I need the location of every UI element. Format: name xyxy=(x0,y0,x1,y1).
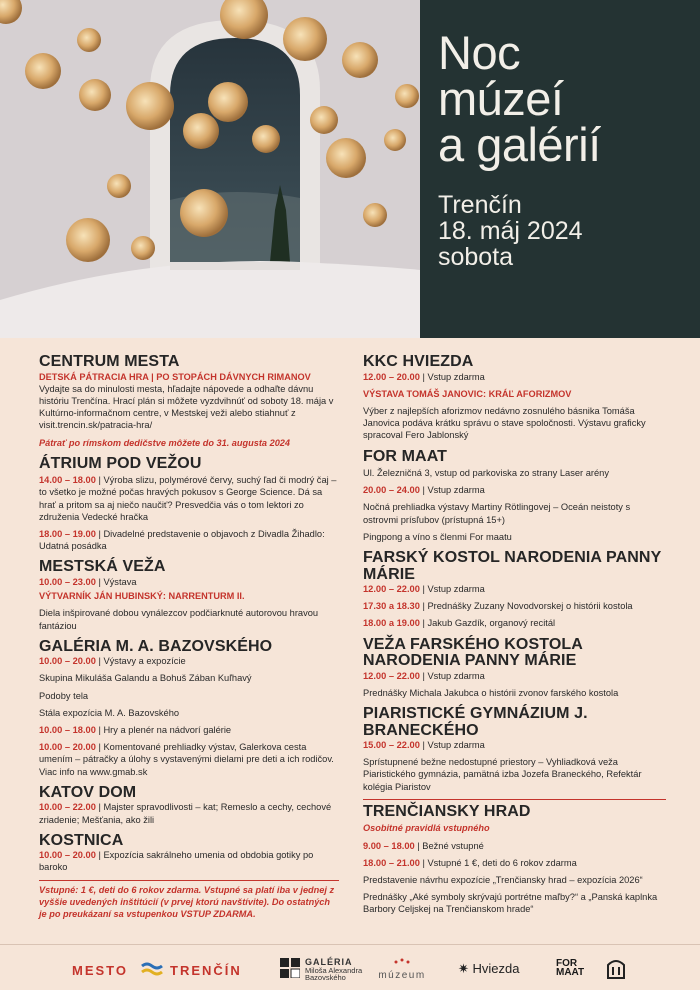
galeria-logo-text xyxy=(305,959,362,982)
item-text: | Vstup zdarma xyxy=(419,584,485,595)
program-text: Skupina Mikuláša Galandu a Bohuš Zában Kuľhavý xyxy=(39,673,252,684)
galeria-name: GALÉRIA xyxy=(305,957,353,967)
venue-heading: FARSKÝ KOSTOL NARODENIA PANNY MÁRIE xyxy=(363,549,662,583)
time-label: 10.00 – 20.00 xyxy=(39,656,96,667)
time-label: 10.00 – 20.00 xyxy=(39,742,96,753)
program-text: Predstavenie návrhu expozície „Trenčiansky hrad – expozícia 2026“ xyxy=(363,874,643,885)
program-subtitle: VÝSTAVA TOMÁŠ JANOVIC: KRÁĽ AFORIZMOV xyxy=(363,388,572,399)
galeria-logo-icon xyxy=(280,958,300,983)
program-text: Výber z najlepších aforizmov nedávno zosnulého básnika Tomáša Janovica podáva krátku správu o stave spoločnosti. Výstavu graficky spracoval Fero Jablonský xyxy=(363,405,646,441)
time-label: 20.00 – 24.00 xyxy=(363,485,420,496)
item-text: | Vstup zdarma xyxy=(419,670,485,681)
venue-heading: TRENČIANSKY HRAD xyxy=(363,802,531,820)
program-item xyxy=(363,857,666,869)
mesto-logo-text: MESTO xyxy=(72,963,128,978)
event-place-date xyxy=(438,192,700,270)
program-item xyxy=(39,655,339,667)
item-text: | Divadelné predstavenie o objavoch z Divadla Žihadlo: Udatná posádka xyxy=(39,529,325,552)
venue-heading: KATOV DOM xyxy=(39,783,137,801)
trencin-emblem-icon xyxy=(141,961,163,982)
divider xyxy=(363,799,666,800)
title-line: múzeí xyxy=(438,72,564,125)
item-text: | Vstup zdarma xyxy=(419,740,485,751)
divider xyxy=(39,880,339,881)
program-note: Pátrať po rímskom dedičstve môžete do 31. augusta 2024 xyxy=(39,437,291,448)
hero-image xyxy=(0,0,420,338)
program-item xyxy=(363,371,666,383)
time-label: 12.00 – 20.00 xyxy=(363,371,420,382)
venue-heading: GALÉRIA M. A. BAZOVSKÉHO xyxy=(39,637,273,655)
program-subtitle: DETSKÁ PÁTRACIA HRA | PO STOPÁCH DÁVNYCH RIMANOV xyxy=(39,371,311,382)
title-line: a galérií xyxy=(438,118,601,171)
program-text: Stála expozícia M. A. Bazovského xyxy=(39,707,180,718)
item-text: | Majster spravodlivosti – kat; Remeslo a cechy, cechové zriadenie; Mešťania, ako žili xyxy=(39,802,332,825)
galeria-line: Bazovského xyxy=(305,973,346,982)
program-item xyxy=(39,741,339,778)
time-label: 17.30 a 18.30 xyxy=(363,601,420,612)
time-label: 10.00 – 18.00 xyxy=(39,725,96,736)
item-text: | Komentované prehliadky výstav, Galerkova cesta umením – pátračky a úlohy s vystavenými dielami pre deti a ich rodičov. Viac info na www.gmab.sk xyxy=(39,742,334,777)
hero-title-panel xyxy=(420,0,700,338)
time-label: 10.00 – 22.00 xyxy=(39,802,96,813)
program-item xyxy=(39,474,339,523)
time-label: 12.00 – 22.00 xyxy=(363,670,420,681)
program-text: Prednášky Michala Jakubca o histórii zvonov farského kostola xyxy=(363,687,619,698)
program-item xyxy=(363,617,666,629)
muzeum-logo xyxy=(372,957,432,981)
time-label: 15.00 – 22.00 xyxy=(363,740,420,751)
program-item xyxy=(39,724,339,736)
venue-heading: KKC HVIEZDA xyxy=(363,353,474,370)
venue-heading: VEŽA FARSKÉHO KOSTOLA NARODENIA PANNY MÁRIE xyxy=(363,635,583,670)
program-item xyxy=(363,840,666,852)
formaat-line: MAAT xyxy=(556,967,585,978)
trencin-logo-text: TRENČÍN xyxy=(170,963,242,978)
program-item xyxy=(39,576,339,588)
program-text: Prednášky „Aké symboly skrývajú portrétne maľby?“ a „Panská kaplnka Barbory Celjskej na Trenčianskom hrade“ xyxy=(363,892,658,915)
title-line: Noc xyxy=(438,26,521,79)
time-label: 10.00 – 23.00 xyxy=(39,576,96,587)
item-text: | Vstup zdarma xyxy=(419,371,485,382)
time-label: 12.00 – 22.00 xyxy=(363,584,420,595)
program-right-column xyxy=(363,352,666,916)
formaat-line: FOR xyxy=(556,958,578,969)
muzeum-dots-icon xyxy=(392,957,412,967)
hviezda-text: Hviezda xyxy=(472,961,520,976)
time-label: 9.00 – 18.00 xyxy=(363,840,415,851)
item-text: | Hry a plenér na nádvorí galérie xyxy=(95,725,232,736)
item-text: | Bežné vstupné xyxy=(414,840,484,851)
program-text: Pingpong a víno s členmi For maatu xyxy=(363,531,512,542)
program-item xyxy=(39,528,339,552)
entry-note: Vstupné: 1 €, deti do 6 rokov zdarma. Vstupné sa platí iba v jednej z vyššie uvedených inštitúcií (v prvej ktorú navštívite). Do ostatných je po preukázaní sa vstupenkou VSTUP ZDARMA. xyxy=(39,884,335,920)
program-item xyxy=(363,600,666,612)
program-item xyxy=(39,849,339,873)
galeria-line: Miloša Alexandra xyxy=(305,965,363,975)
event-date: 18. máj 2024 xyxy=(438,217,583,245)
program-item xyxy=(363,484,666,496)
item-text: | Vstup zdarma xyxy=(419,485,485,496)
program-text: Sprístupnené bežne nedostupné priestory – Vyhliadková veža Piaristického gymnázia, pamätná izba Jozefa Braneckého, Refektár kolégia Piaristov xyxy=(363,757,642,792)
time-label: 14.00 – 18.00 xyxy=(39,475,96,486)
program-left-column xyxy=(39,352,339,920)
program-item xyxy=(363,583,666,595)
venue-heading: KOSTNICA xyxy=(39,831,124,849)
star-icon: ✷ xyxy=(458,961,469,976)
program-item xyxy=(39,801,339,825)
item-text: | Vstupné 1 €, deti do 6 rokov zdarma xyxy=(419,857,577,868)
program-item xyxy=(363,670,666,682)
event-title xyxy=(438,26,700,171)
item-text: | Jakub Gazdík, organový recitál xyxy=(419,618,556,629)
event-day: sobota xyxy=(438,243,514,271)
program-text: Podoby tela xyxy=(39,690,89,701)
time-label: 18.00 a 19.00 xyxy=(363,618,420,629)
castle-logo-icon xyxy=(606,957,626,984)
program-subtitle: VÝTVARNÍK JÁN HUBINSKÝ: NARRENTURM II. xyxy=(39,591,245,602)
moons-illustration xyxy=(0,0,420,338)
item-text: | Prednášky Zuzany Novodvorskej o histórii kostola xyxy=(419,601,633,612)
program-text: Diela inšpirované dobou vynálezcov podčiarknuté autorovou hravou fantáziou xyxy=(39,608,319,631)
event-city: Trenčín xyxy=(438,191,522,219)
program-subtitle: Osobitné pravidlá vstupného xyxy=(363,823,490,834)
program-text: Ul. Železničná 3, vstup od parkoviska zo strany Laser arény xyxy=(363,468,609,479)
program-text: Vydajte sa do minulosti mesta, hľadajte nápovede a odhaľte dávnu históriu Trenčína. Hrací plán si môžete vyzdvihnúť od soboty 18. mája v Kultúrno-informačnom centre, v Mestskej veži alebo stiahnuť z visit.trencin.sk/patracia-hra/ xyxy=(39,383,334,431)
formaat-logo xyxy=(556,959,584,977)
venue-heading: ÁTRIUM POD VEŽOU xyxy=(39,454,202,472)
partner-logos xyxy=(0,944,700,990)
time-label: 10.00 – 20.00 xyxy=(39,850,96,861)
time-label: 18.00 – 19.00 xyxy=(39,529,96,540)
venue-heading: PIARISTICKÉ GYMNÁZIUM J. BRANECKÉHO xyxy=(363,705,588,739)
hviezda-logo xyxy=(458,961,520,977)
item-text: | Výstavy a expozície xyxy=(95,656,186,667)
item-text: | Výstava xyxy=(95,576,137,587)
venue-heading: CENTRUM MESTA xyxy=(39,353,180,370)
venue-heading: MESTSKÁ VEŽA xyxy=(39,558,166,576)
item-text: | Expozícia sakrálneho umenia od obdobia gotiky po baroko xyxy=(39,850,314,873)
venue-heading: FOR MAAT xyxy=(363,447,448,465)
muzeum-text: múzeum xyxy=(378,970,426,981)
time-label: 18.00 – 21.00 xyxy=(363,857,420,868)
item-text: | Výroba slizu, polymérové červy, suchý ľad či modrý čaj – to všetko je možné počas hravých pokusov s George Science. Dá sa hrať a pritom sa aj niečo naučiť? Presvedčia vás o tom lektori zo združenia Vedecké hračka xyxy=(39,475,337,522)
program-text: Nočná prehliadka výstavy Martiny Rötlingovej – Oceán neistoty s ostrovmi prísľubov (prístupná 15+) xyxy=(363,502,631,525)
program-item xyxy=(363,739,666,751)
hero xyxy=(0,0,700,338)
